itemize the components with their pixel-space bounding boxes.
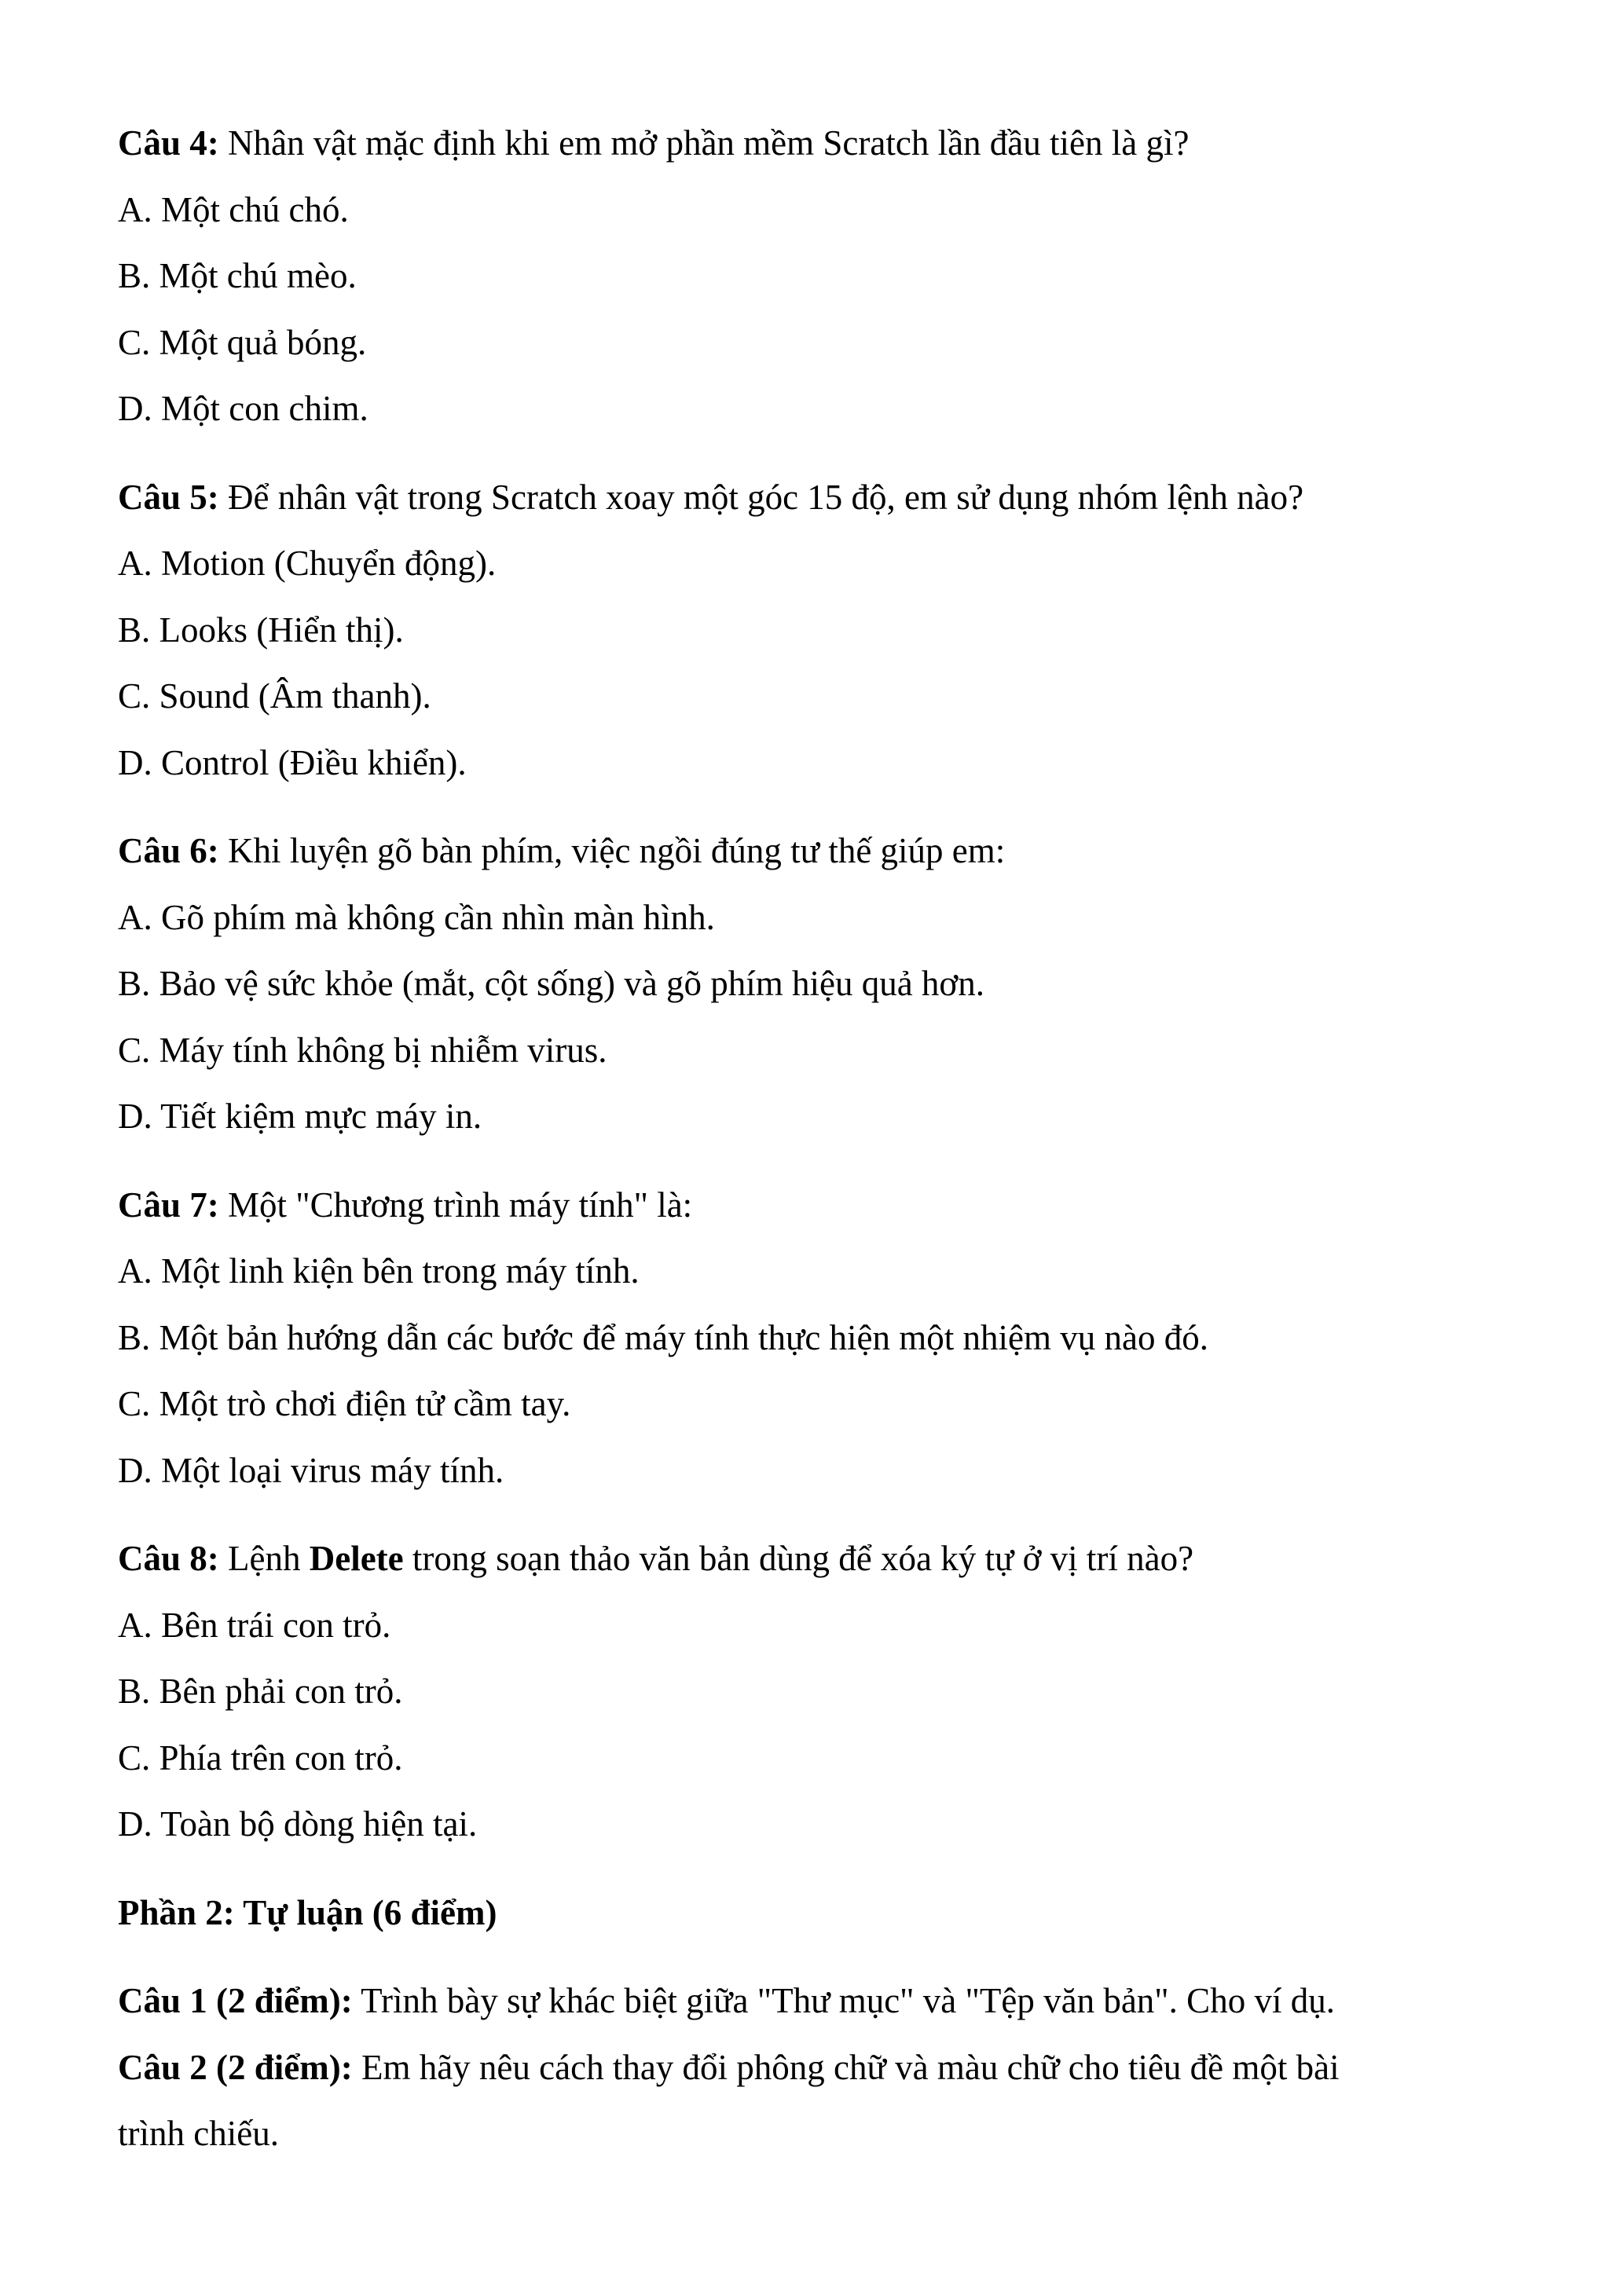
question-label: Câu 2 (2 điểm): xyxy=(118,2047,353,2087)
question-text: Một "Chương trình máy tính" là: xyxy=(218,1185,693,1225)
option-c: C. Sound (Âm thanh). xyxy=(118,676,431,716)
option-b: B. Looks (Hiển thị). xyxy=(118,610,404,650)
part-2-heading-text: Phần 2: Tự luận (6 điểm) xyxy=(118,1892,497,1932)
option-c: C. Một trò chơi điện tử cầm tay. xyxy=(118,1384,571,1423)
option-c: C. Phía trên con trỏ. xyxy=(118,1738,403,1778)
exam-page xyxy=(118,110,1530,2167)
option-a: A. Bên trái con trỏ. xyxy=(118,1605,391,1645)
option-a: A. Gõ phím mà không cần nhìn màn hình. xyxy=(118,897,715,937)
part-2-heading xyxy=(118,1880,1530,1946)
option-a: A. Một chú chó. xyxy=(118,189,349,229)
question-stem xyxy=(118,1525,1530,1592)
question-label: Câu 7: xyxy=(118,1185,219,1225)
question-label: Câu 4: xyxy=(118,123,219,163)
question-6 xyxy=(118,818,1530,1150)
question-label: Câu 1 (2 điểm): xyxy=(118,1981,353,2020)
option-d: D. Tiết kiệm mực máy in. xyxy=(118,1097,482,1136)
question-stem xyxy=(118,464,1530,531)
question-8 xyxy=(118,1525,1530,1858)
option-b: B. Một chú mèo. xyxy=(118,256,357,295)
question-keyword: Delete xyxy=(309,1539,404,1578)
question-label: Câu 5: xyxy=(118,477,219,517)
question-text-continued: trong soạn thảo văn bản dùng để xóa ký tự ở vị trí nào? xyxy=(403,1539,1194,1578)
question-text: Lệnh xyxy=(218,1539,310,1578)
question-text: Em hãy nêu cách thay đổi phông chữ và màu chữ cho tiêu đề một bài xyxy=(352,2047,1340,2087)
option-d: D. Một loại virus máy tính. xyxy=(118,1450,504,1490)
option-a: A. Motion (Chuyển động). xyxy=(118,544,497,583)
essay-questions xyxy=(118,1968,1530,2167)
option-d: D. Toàn bộ dòng hiện tại. xyxy=(118,1804,478,1844)
option-b: B. Bên phải con trỏ. xyxy=(118,1672,403,1711)
question-stem xyxy=(118,818,1530,884)
option-d: D. Một con chim. xyxy=(118,389,368,428)
essay-question-1 xyxy=(118,1968,1530,2034)
question-text: Khi luyện gõ bàn phím, việc ngồi đúng tư thế giúp em: xyxy=(218,831,1006,870)
question-label: Câu 6: xyxy=(118,831,219,870)
question-4 xyxy=(118,110,1530,442)
option-c: C. Máy tính không bị nhiễm virus. xyxy=(118,1030,607,1070)
question-text: Để nhân vật trong Scratch xoay một góc 15 độ, em sử dụng nhóm lệnh nào? xyxy=(218,477,1304,517)
option-a: A. Một linh kiện bên trong máy tính. xyxy=(118,1251,640,1291)
question-stem xyxy=(118,1172,1530,1239)
essay-question-2 xyxy=(118,2034,1530,2101)
question-7 xyxy=(118,1172,1530,1504)
option-c: C. Một quả bóng. xyxy=(118,322,367,362)
essay-question-2-continued: trình chiếu. xyxy=(118,2114,279,2153)
question-5 xyxy=(118,464,1530,796)
option-d: D. Control (Điều khiển). xyxy=(118,742,467,782)
question-text: Nhân vật mặc định khi em mở phần mềm Scratch lần đầu tiên là gì? xyxy=(218,123,1190,163)
question-label: Câu 8: xyxy=(118,1539,219,1578)
option-b: B. Bảo vệ sức khỏe (mắt, cột sống) và gõ phím hiệu quả hơn. xyxy=(118,964,984,1003)
question-stem xyxy=(118,110,1530,177)
option-b: B. Một bản hướng dẫn các bước để máy tính thực hiện một nhiệm vụ nào đó. xyxy=(118,1317,1208,1357)
question-text: Trình bày sự khác biệt giữa "Thư mục" và "Tệp văn bản". Cho ví dụ. xyxy=(352,1981,1335,2020)
